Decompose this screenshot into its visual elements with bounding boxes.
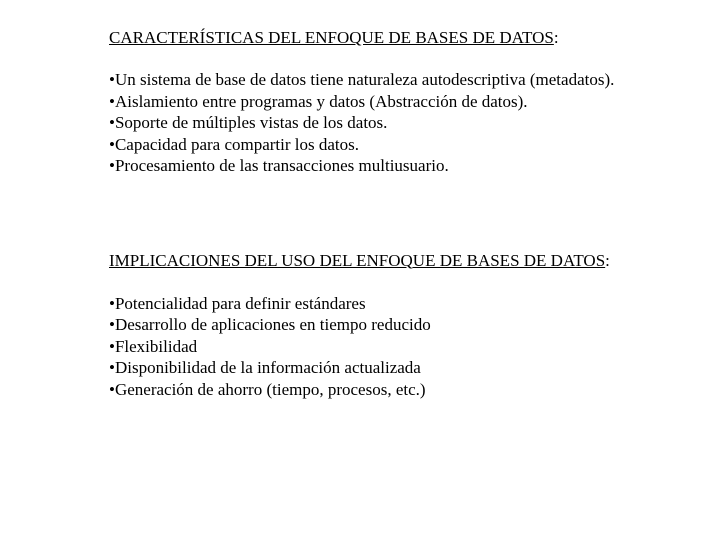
implications-heading-colon: : [605, 250, 610, 270]
characteristics-item-text: Un sistema de base de datos tiene naturaleza autodescriptiva (metadatos). [114, 70, 615, 89]
characteristics-item-text: Capacidad para compartir los datos. [114, 134, 360, 154]
implications-item [109, 336, 709, 358]
slide-content [109, 27, 709, 400]
implications-heading-text: IMPLICACIONES DEL USO DEL ENFOQUE DE BASES DE DATOS [109, 250, 606, 270]
characteristics-item [109, 155, 709, 177]
bullet: • [109, 336, 115, 356]
characteristics-item-text: Soporte de múltiples vistas de los datos. [114, 113, 388, 132]
characteristics-heading [109, 27, 709, 48]
characteristics-heading-colon: : [553, 28, 559, 47]
implications-item [109, 379, 709, 401]
implications-item [109, 314, 709, 336]
implications-section [109, 250, 709, 401]
characteristics-item-text: Procesamiento de las transacciones multiusuario. [114, 156, 449, 175]
bullet: • [109, 113, 115, 132]
bullet: • [109, 91, 115, 111]
implications-item-text: Disponibilidad de la información actualizada [114, 358, 421, 377]
bullet: • [109, 134, 115, 154]
characteristics-list [109, 69, 709, 177]
implications-item [109, 357, 709, 379]
implications-item-text: Flexibilidad [114, 336, 198, 356]
bullet: • [109, 315, 115, 334]
bullet: • [109, 156, 115, 175]
implications-item [109, 293, 709, 315]
bullet: • [109, 293, 115, 313]
characteristics-item [109, 112, 709, 134]
bullet: • [109, 379, 115, 399]
characteristics-item [109, 134, 709, 156]
implications-item-text: Potencialidad para definir estándares [114, 293, 366, 313]
characteristics-heading-text: CARACTERÍSTICAS DEL ENFOQUE DE BASES DE DATOS [109, 28, 554, 47]
bullet: • [109, 70, 115, 89]
characteristics-item [109, 69, 709, 91]
implications-item-text: Desarrollo de aplicaciones en tiempo reducido [114, 315, 431, 334]
implications-list [109, 293, 709, 401]
characteristics-item-text: Aislamiento entre programas y datos (Abstracción de datos). [114, 91, 528, 111]
characteristics-section [109, 27, 709, 177]
implications-item-text: Generación de ahorro (tiempo, procesos, etc.) [114, 379, 426, 399]
implications-heading [109, 250, 709, 271]
bullet: • [109, 358, 115, 377]
characteristics-item [109, 91, 709, 113]
